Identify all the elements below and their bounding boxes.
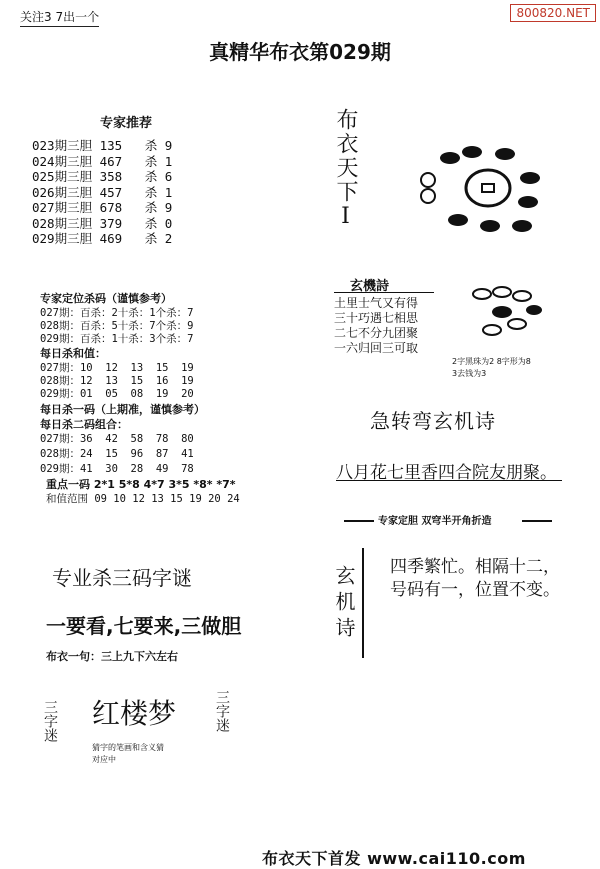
riddle-note-2: 对应中 — [92, 755, 116, 764]
coin — [473, 289, 491, 299]
site-badge[interactable]: 800820.NET — [510, 4, 596, 22]
bead — [512, 220, 532, 232]
expert-heading: 专家推荐 — [100, 116, 153, 131]
riddle-left-label: 三字迷 — [42, 700, 58, 742]
list-item: 023期三胆 135 杀 9 — [32, 138, 173, 153]
right-vertical-title: 布衣天下I — [333, 108, 358, 231]
position-kill-row: 028期：百杀：5十杀：7个杀：9 — [40, 320, 194, 332]
xuanji-line: 二七不分九团聚 — [334, 326, 419, 340]
bead — [448, 214, 468, 226]
coin-hole — [482, 184, 494, 192]
list-item: 027期三胆 678 杀 9 — [32, 200, 173, 215]
daily-one-row: 029期：41 30 28 49 78 — [40, 463, 194, 475]
riddle-heading: 专业杀三码字谜 — [52, 566, 192, 590]
daily-kill-sum-row: 028期：12 13 15 16 19 — [40, 375, 194, 387]
bead — [492, 306, 512, 318]
xuanji-rule — [334, 292, 434, 293]
daily-one-sub: 每日杀二码组合： — [40, 418, 128, 431]
expert-list — [32, 138, 172, 247]
coin — [513, 291, 531, 301]
xuanji-poem-bar — [362, 548, 364, 658]
bead — [440, 152, 460, 164]
daily-one-row: 027期：36 42 58 78 80 — [40, 433, 194, 445]
coin — [508, 319, 526, 329]
coin-note-2: 3去钱为3 — [452, 369, 487, 378]
xuanji-poem-label: 玄机诗 — [332, 565, 356, 643]
ring — [421, 189, 435, 203]
coin-note-1: 2字黑珠为2 8字形为8 — [452, 357, 531, 366]
coin-cluster-graphic — [462, 280, 552, 348]
list-item: 024期三胆 467 杀 1 — [32, 153, 173, 169]
xuanji-line: 一六归回三可取 — [334, 341, 419, 355]
bead — [495, 148, 515, 160]
sum-range: 和值范围 09 10 12 13 15 19 20 24 — [46, 493, 240, 505]
bead — [462, 146, 482, 158]
divider-text: 专家定胆 双穹半开角折造 — [378, 516, 492, 527]
divider-left — [344, 520, 374, 522]
page-title: 真精华布衣第029期 — [209, 40, 391, 64]
footer-text: 布衣天下首发 www.cai110.com — [262, 849, 526, 868]
bead — [480, 220, 500, 232]
riddle-line: 一要看,七要来,三做胆 — [46, 614, 242, 638]
buyi-line: 布衣一句：三上九下六左右 — [46, 650, 178, 663]
xuanji-poem-line-2: 号码有一，位置不变。 — [390, 580, 560, 600]
position-kill-heading: 专家定位杀码（谨慎参考） — [40, 292, 172, 305]
xuanji-poem-line-1: 四季繁忙。相隔十二， — [390, 557, 560, 577]
header-note: 关注3 7出一个 — [20, 10, 100, 24]
bead — [520, 172, 540, 184]
ring — [421, 173, 435, 187]
bead — [518, 196, 538, 208]
riddle-right-label: 三字迷 — [214, 690, 230, 732]
list-item: 028期三胆 379 杀 0 — [32, 215, 173, 231]
key-points: 重点一码 2*1 5*8 4*7 3*5 *8* *7* — [46, 478, 236, 491]
position-kill-row: 029期：百杀：1十杀：3个杀：7 — [40, 333, 194, 345]
riddle-center-title: 红楼梦 — [92, 697, 177, 730]
list-item: 026期三胆 457 杀 1 — [32, 184, 173, 200]
jizhuan-line: 八月花七里香四合院友朋聚。 — [336, 463, 557, 483]
xuanji-line: 土里士气又有得 — [334, 296, 419, 310]
daily-one-row: 028期：24 15 96 87 41 — [40, 448, 194, 460]
riddle-note-1: 猜字的笔画和含义猜 — [92, 743, 164, 752]
jizhuan-underline — [336, 480, 562, 481]
xuanji-line: 三十巧遇七相思 — [334, 311, 419, 325]
position-kill-row: 027期：百杀：2十杀：1个杀：7 — [40, 307, 194, 319]
daily-one-heading: 每日杀一码（上期准，谨慎参考） — [40, 403, 205, 416]
list-item: 025期三胆 358 杀 6 — [32, 169, 173, 184]
coin — [483, 325, 501, 335]
list-item: 029期三胆 469 杀 2 — [32, 231, 173, 246]
daily-kill-sum-row: 029期：01 05 08 19 20 — [40, 388, 194, 400]
coin — [493, 287, 511, 297]
coin-pattern-graphic — [410, 138, 560, 238]
daily-kill-sum-row: 027期：10 12 13 15 19 — [40, 362, 194, 374]
bead — [526, 305, 542, 315]
daily-kill-sum-heading: 每日杀和值： — [40, 347, 106, 360]
xuanji-heading: 玄機詩 — [350, 279, 390, 294]
jizhuan-heading: 急转弯玄机诗 — [370, 409, 496, 433]
coin-center — [466, 170, 510, 206]
divider-right — [522, 520, 552, 522]
